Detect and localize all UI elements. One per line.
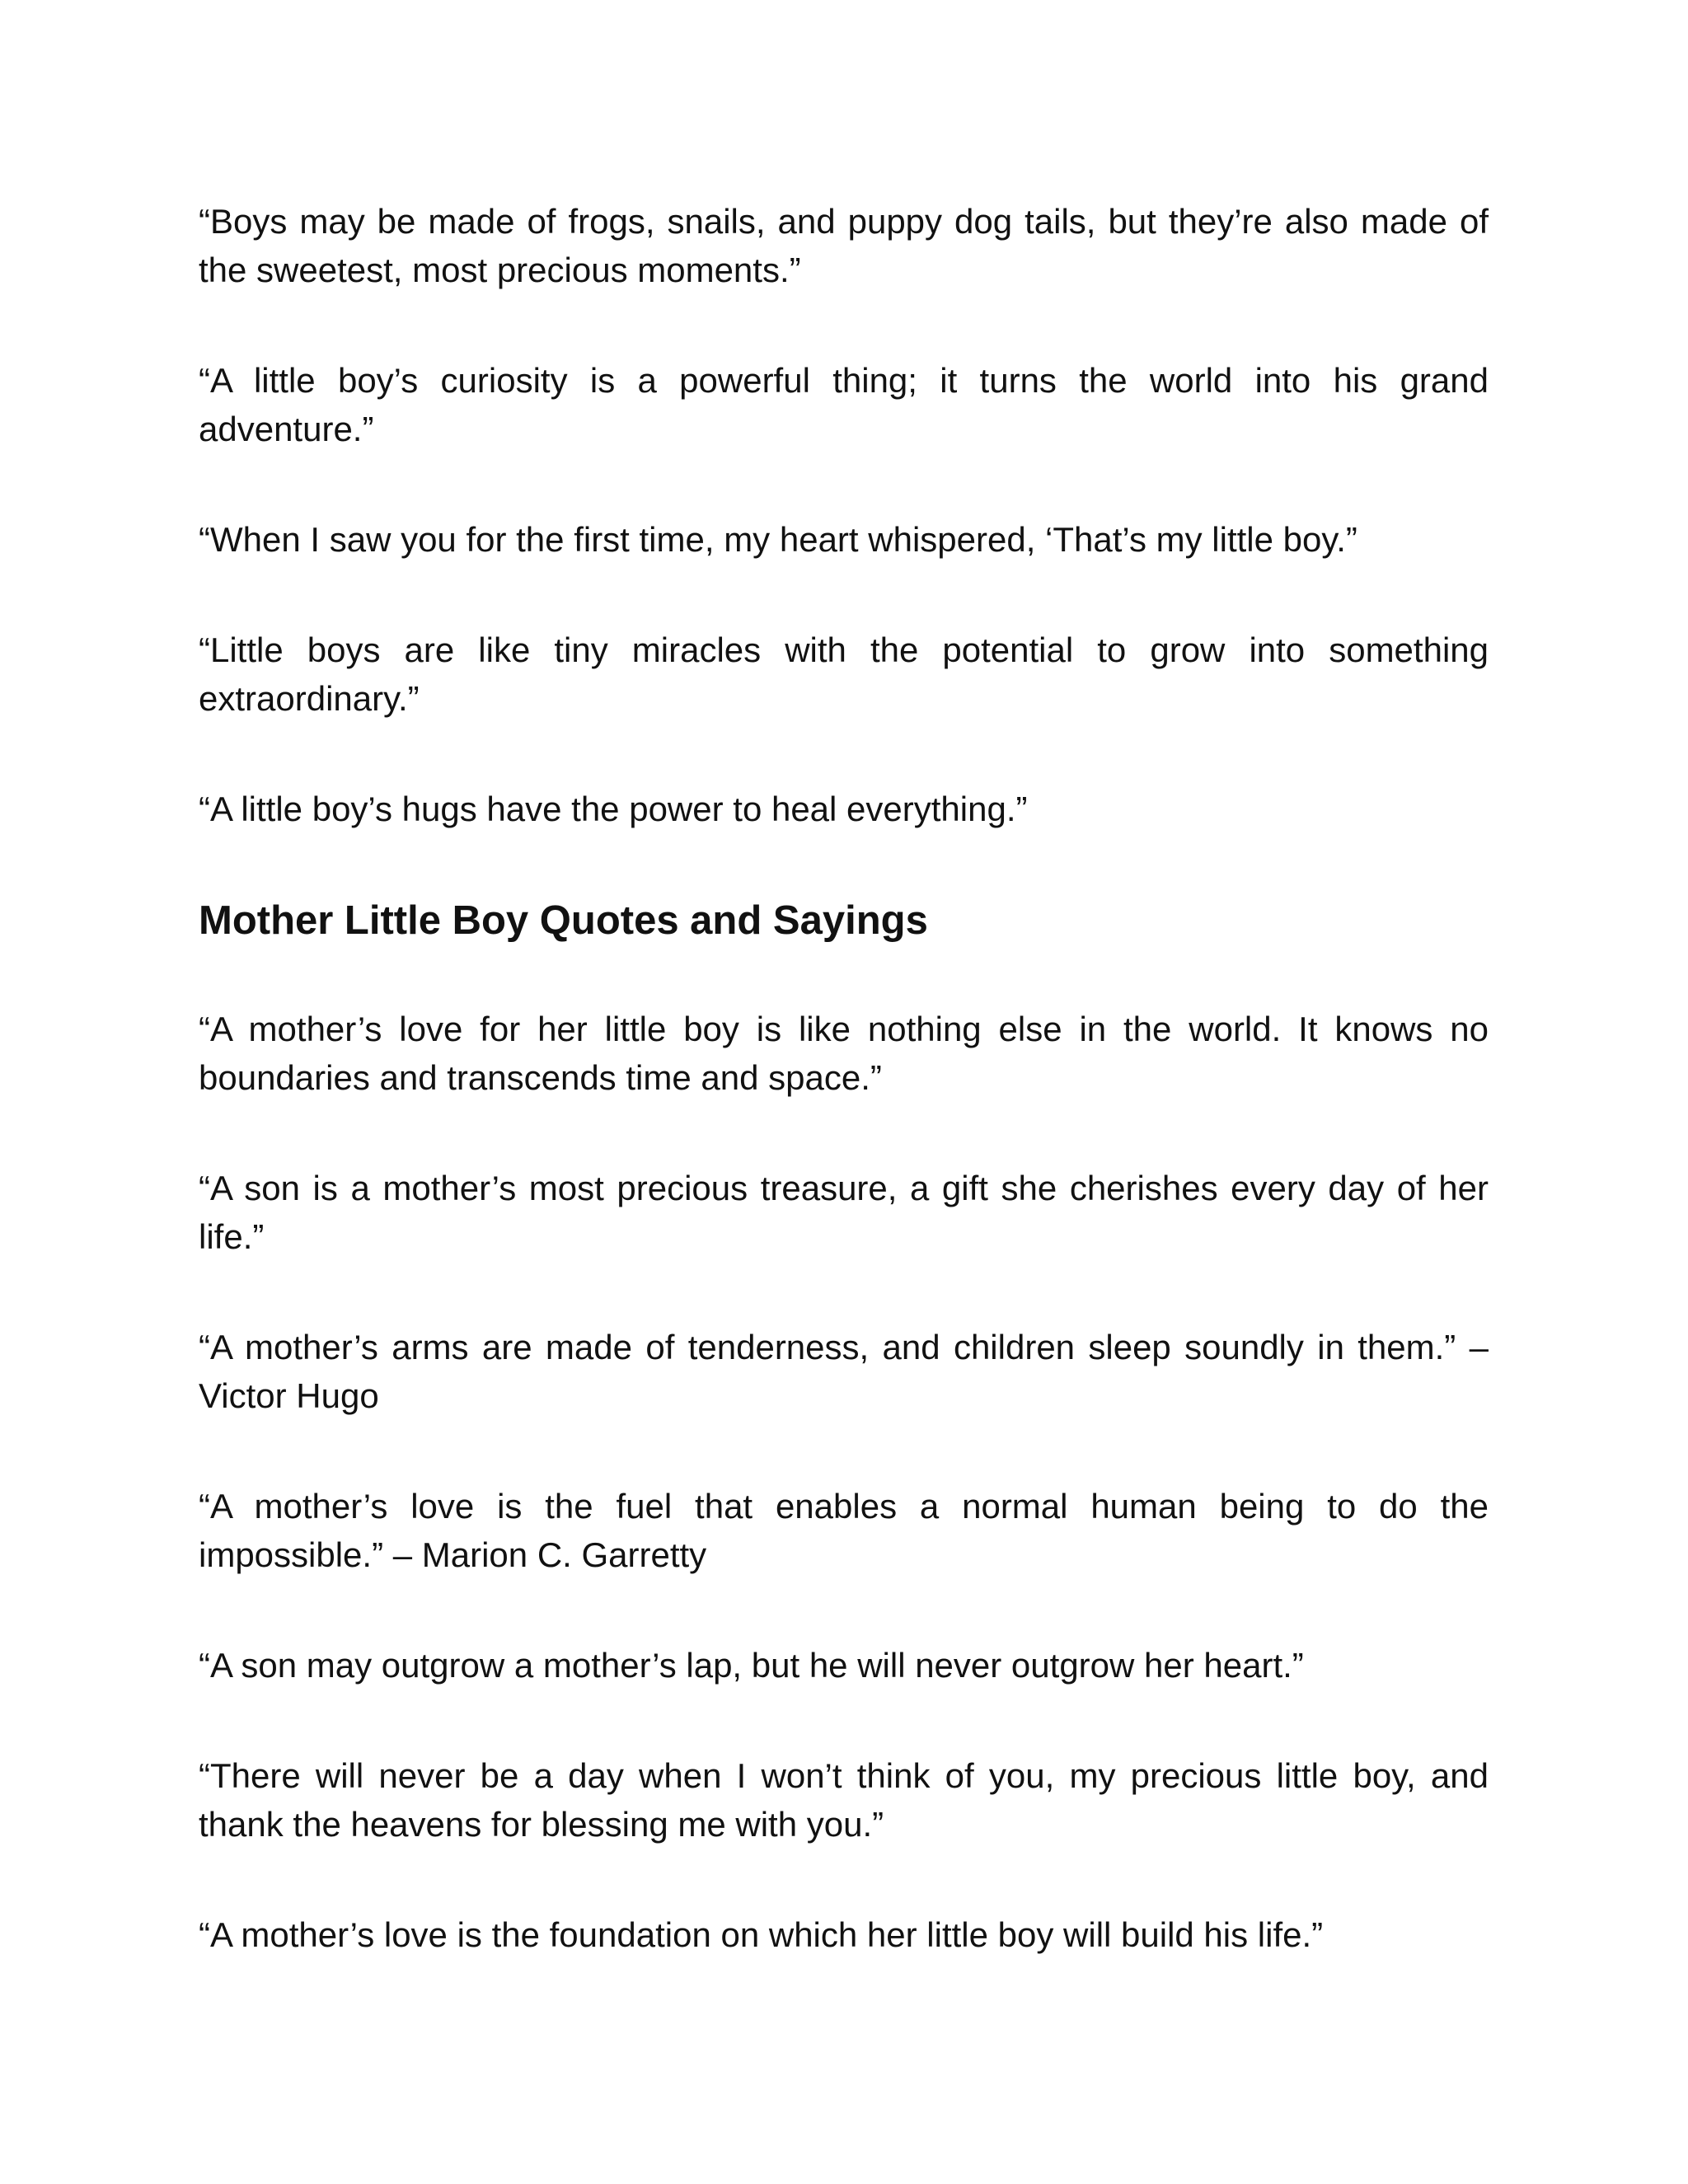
document-body xyxy=(199,197,1489,2021)
quote-paragraph: “Little boys are like tiny miracles with the potential to grow into something extraordinary.” xyxy=(199,630,1489,718)
section-heading: Mother Little Boy Quotes and Sayings xyxy=(199,898,928,943)
quote-paragraph: “A mother’s love is the fuel that enables a normal human being to do the impossible.” – Marion C. Garretty xyxy=(199,1487,1489,1574)
quote-paragraph: “A son may outgrow a mother’s lap, but he will never outgrow her heart.” xyxy=(199,1646,1304,1685)
quote-paragraph: “A little boy’s curiosity is a powerful thing; it turns the world into his grand adventure.” xyxy=(199,361,1489,448)
quote-paragraph: “Boys may be made of frogs, snails, and puppy dog tails, but they’re also made of the sweetest, most precious moments.” xyxy=(199,202,1489,289)
quote-paragraph: “A mother’s arms are made of tenderness, and children sleep soundly in them.” – Victor Hugo xyxy=(199,1328,1489,1415)
quote-paragraph: “There will never be a day when I won’t think of you, my precious little boy, and thank the heavens for blessing me with you.” xyxy=(199,1756,1489,1844)
quote-paragraph: “When I saw you for the first time, my heart whispered, ‘That’s my little boy.” xyxy=(199,520,1357,559)
quote-paragraph: “A little boy’s hugs have the power to heal everything.” xyxy=(199,790,1028,828)
quote-paragraph: “A mother’s love is the foundation on which her little boy will build his life.” xyxy=(199,1915,1324,1954)
quote-paragraph: “A son is a mother’s most precious treasure, a gift she cherishes every day of her life.” xyxy=(199,1169,1489,1256)
quote-paragraph: “A mother’s love for her little boy is like nothing else in the world. It knows no boundaries and transcends time and space.” xyxy=(199,1010,1489,1097)
